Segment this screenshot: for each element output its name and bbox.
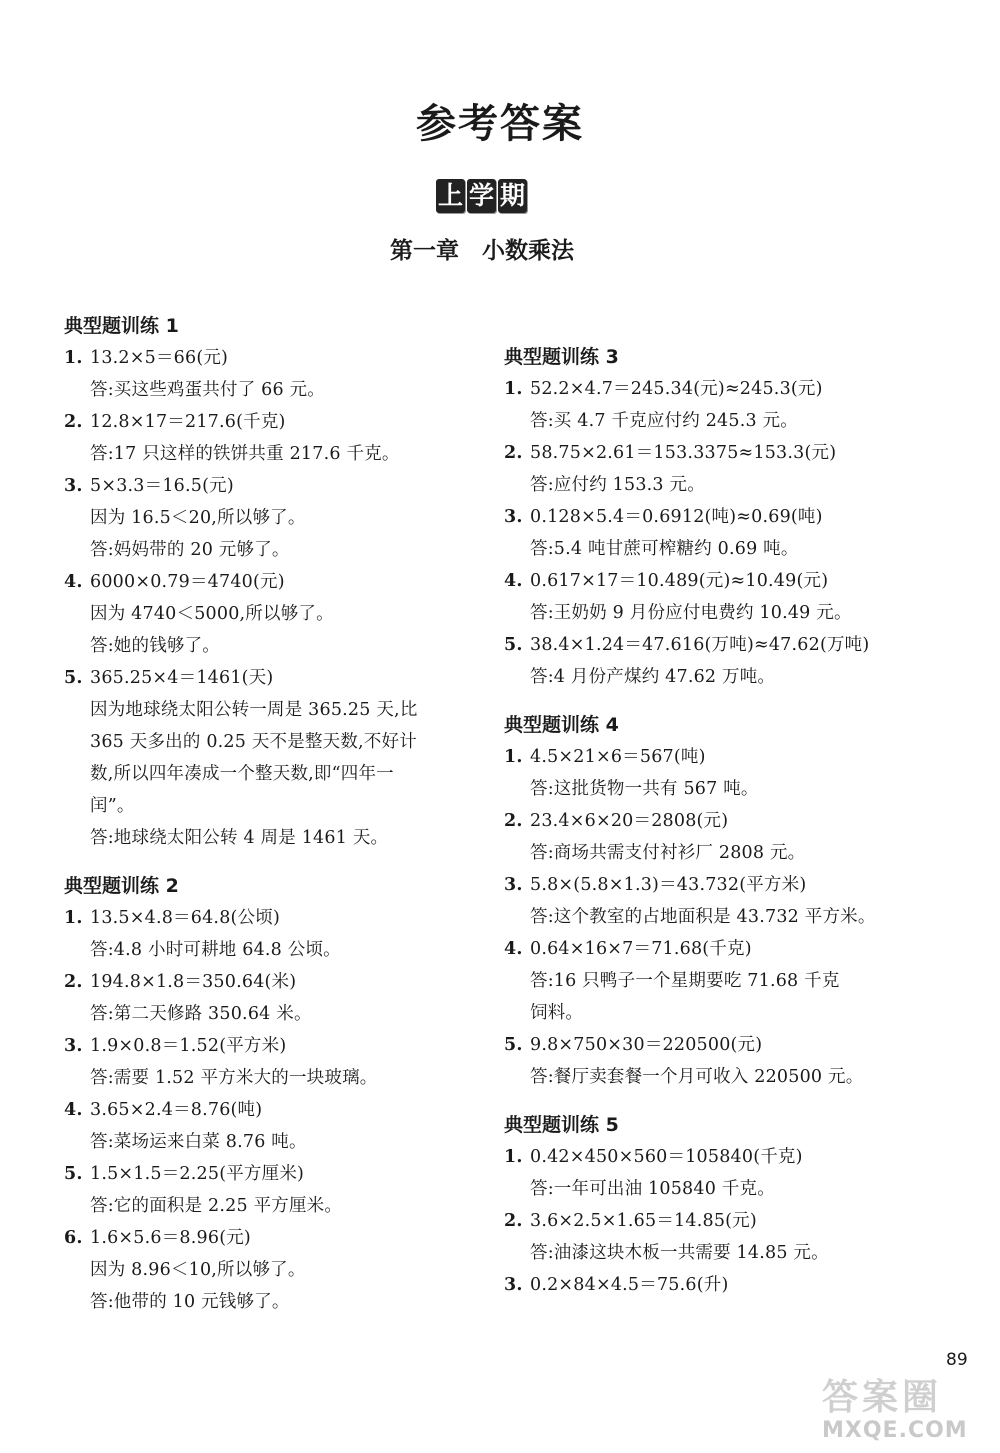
answer-line [504,501,934,533]
answer-item [504,501,934,565]
answer-line [504,933,934,965]
item-number: 5. [504,635,523,655]
semester-badge [436,178,527,214]
answer-item [504,373,934,437]
answer-item [504,629,934,693]
answer-line: 答:这个教室的占地面积是 43.732 平方米。 [530,907,876,927]
answer-line: 答:第二天修路 350.64 米。 [90,1004,312,1024]
item-number: 3. [64,1036,83,1056]
answer-item [64,1030,474,1094]
answer-line: 答:王奶奶 9 月份应付电费约 10.49 元。 [530,603,852,623]
item-number: 3. [504,1275,523,1295]
answer-item [64,1094,474,1158]
answer-line [504,1205,934,1237]
page-number: 89 [946,1350,968,1370]
answer-text: 9.8×750×30＝220500(元) [530,1035,763,1055]
answer-line [64,1030,474,1062]
answer-line: 答:17 只这样的铁饼共重 217.6 千克。 [90,444,400,464]
answer-item [64,566,474,662]
exercise-section [64,310,474,854]
answer-line: 答:她的钱够了。 [90,636,220,656]
section-heading: 典型题训练 1 [64,315,179,337]
answer-text: 365.25×4＝1461(天) [90,668,274,688]
item-number: 5. [64,668,83,688]
exercise-section [64,870,474,1318]
answer-line [504,629,934,661]
answer-text: 1.5×1.5＝2.25(平方厘米) [90,1164,305,1184]
answer-line: 答:4 月份产煤约 47.62 万吨。 [530,667,776,687]
answer-line: 因为地球绕太阳公转一周是 365.25 天,比 [90,700,418,720]
answer-line [64,902,474,934]
answer-line [64,342,474,374]
answer-text: 38.4×1.24＝47.616(万吨)≈47.62(万吨) [530,635,870,655]
watermark-logo [822,1378,990,1450]
answer-item [504,741,934,805]
section-heading: 典型题训练 2 [64,875,179,897]
item-number: 1. [64,348,83,368]
item-number: 1. [504,747,523,767]
answer-line: 答:应付约 153.3 元。 [530,475,705,495]
answer-item [504,1205,934,1269]
item-number: 5. [64,1164,83,1184]
answer-item [504,1269,934,1301]
answer-text: 13.2×5＝66(元) [90,348,229,368]
answer-text: 4.5×21×6＝567(吨) [530,747,706,767]
answer-text: 13.5×4.8＝64.8(公顷) [90,908,280,928]
answer-line [64,966,474,998]
answer-text: 0.617×17＝10.489(元)≈10.49(元) [530,571,829,591]
item-number: 2. [64,972,83,992]
answer-line: 数,所以四年凑成一个整天数,即“四年一 [90,764,394,784]
answer-text: 1.6×5.6＝8.96(元) [90,1228,251,1248]
answer-line: 答:地球绕太阳公转 4 周是 1461 天。 [90,828,389,848]
item-number: 4. [504,939,523,959]
answer-line: 答:餐厅卖套餐一个月可收入 220500 元。 [530,1067,864,1087]
answer-line: 因为 16.5＜20,所以够了。 [90,508,306,528]
item-number: 3. [504,875,523,895]
answer-item [64,966,474,1030]
chapter-title: 第一章 小数乘法 [390,238,574,264]
right-column [504,341,934,1317]
answer-line: 答:它的面积是 2.25 平方厘米。 [90,1196,343,1216]
answer-line [64,406,474,438]
item-number: 2. [504,811,523,831]
answer-line [64,470,474,502]
answer-line [64,1094,474,1126]
item-number: 4. [64,1100,83,1120]
answer-text: 6000×0.79＝4740(元) [90,572,285,592]
answer-line [64,566,474,598]
answer-line: 答:妈妈带的 20 元够了。 [90,540,290,560]
answer-line [504,741,934,773]
answer-line: 答:4.8 小时可耕地 64.8 公顷。 [90,940,341,960]
item-number: 1. [64,908,83,928]
answer-line: 因为 8.96＜10,所以够了。 [90,1260,306,1280]
answer-line: 答:菜场运来白菜 8.76 吨。 [90,1132,307,1152]
item-number: 1. [504,1147,523,1167]
answer-line: 答:一年可出油 105840 千克。 [530,1179,775,1199]
answer-text: 0.42×450×560＝105840(千克) [530,1147,803,1167]
answer-line: 答:买 4.7 千克应付约 245.3 元。 [530,411,798,431]
item-number: 4. [64,572,83,592]
answer-text: 1.9×0.8＝1.52(平方米) [90,1036,287,1056]
answer-text: 3.6×2.5×1.65＝14.85(元) [530,1211,757,1231]
answer-line [504,437,934,469]
answer-line [504,805,934,837]
answer-item [504,869,934,933]
left-column [64,310,474,1334]
semester-char: 学 [467,179,496,213]
answer-item [64,470,474,566]
answer-line [64,1222,474,1254]
answer-line [504,1029,934,1061]
answer-text: 0.128×5.4＝0.6912(吨)≈0.69(吨) [530,507,823,527]
answer-line: 闰”。 [90,796,135,816]
answer-text: 0.64×16×7＝71.68(千克) [530,939,752,959]
answer-line: 答:需要 1.52 平方米大的一块玻璃。 [90,1068,378,1088]
item-number: 1. [504,379,523,399]
answer-line [504,1141,934,1173]
answer-line [504,869,934,901]
answer-text: 5.8×(5.8×1.3)＝43.732(平方米) [530,875,807,895]
answer-item [504,437,934,501]
answer-line: 答:油漆这块木板一共需要 14.85 元。 [530,1243,829,1263]
item-number: 5. [504,1035,523,1055]
answer-text: 0.2×84×4.5＝75.6(升) [530,1275,729,1295]
item-number: 6. [64,1228,83,1248]
answer-item [64,902,474,966]
answer-text: 194.8×1.8＝350.64(米) [90,972,297,992]
answer-line: 因为 4740＜5000,所以够了。 [90,604,334,624]
page-title: 参考答案 [416,101,584,147]
answer-item [64,1158,474,1222]
item-number: 3. [64,476,83,496]
answer-line [64,662,474,694]
answer-text: 58.75×2.61＝153.3375≈153.3(元) [530,443,837,463]
item-number: 2. [64,412,83,432]
answer-line [64,1158,474,1190]
answer-line: 答:他带的 10 元钱够了。 [90,1292,290,1312]
answer-item [504,805,934,869]
answer-item [64,1222,474,1318]
answer-line: 365 天多出的 0.25 天不是整天数,不好计 [90,732,417,752]
answer-text: 5×3.3＝16.5(元) [90,476,234,496]
answer-text: 23.4×6×20＝2808(元) [530,811,729,831]
semester-char: 上 [436,179,465,213]
answer-line [504,373,934,405]
answer-text: 52.2×4.7＝245.34(元)≈245.3(元) [530,379,823,399]
watermark-url: MXQE.COM [822,1418,968,1443]
answer-item [64,342,474,406]
answer-item [64,662,474,854]
exercise-section [504,709,934,1093]
section-heading: 典型题训练 5 [504,1114,619,1136]
exercise-section [504,341,934,693]
answer-item [504,565,934,629]
answer-item [64,406,474,470]
watermark-text: 答案圈 [822,1377,943,1418]
item-number: 2. [504,1211,523,1231]
item-number: 4. [504,571,523,591]
answer-item [504,1141,934,1205]
answer-line [504,565,934,597]
answer-text: 12.8×17＝217.6(千克) [90,412,286,432]
answer-line: 答:16 只鸭子一个星期要吃 71.68 千克 [530,971,840,991]
answer-text: 3.65×2.4＝8.76(吨) [90,1100,263,1120]
section-heading: 典型题训练 3 [504,346,619,368]
answer-line: 饲料。 [530,1003,584,1023]
answer-line: 答:买这些鸡蛋共付了 66 元。 [90,380,325,400]
answer-line: 答:这批货物一共有 567 吨。 [530,779,759,799]
answer-line [504,1269,934,1301]
item-number: 3. [504,507,523,527]
answer-line: 答:商场共需支付衬衫厂 2808 元。 [530,843,806,863]
exercise-section [504,1109,934,1301]
section-heading: 典型题训练 4 [504,714,619,736]
answer-item [504,1029,934,1093]
item-number: 2. [504,443,523,463]
answer-item [504,933,934,1029]
semester-char: 期 [498,179,527,213]
answer-line: 答:5.4 吨甘蔗可榨糖约 0.69 吨。 [530,539,799,559]
